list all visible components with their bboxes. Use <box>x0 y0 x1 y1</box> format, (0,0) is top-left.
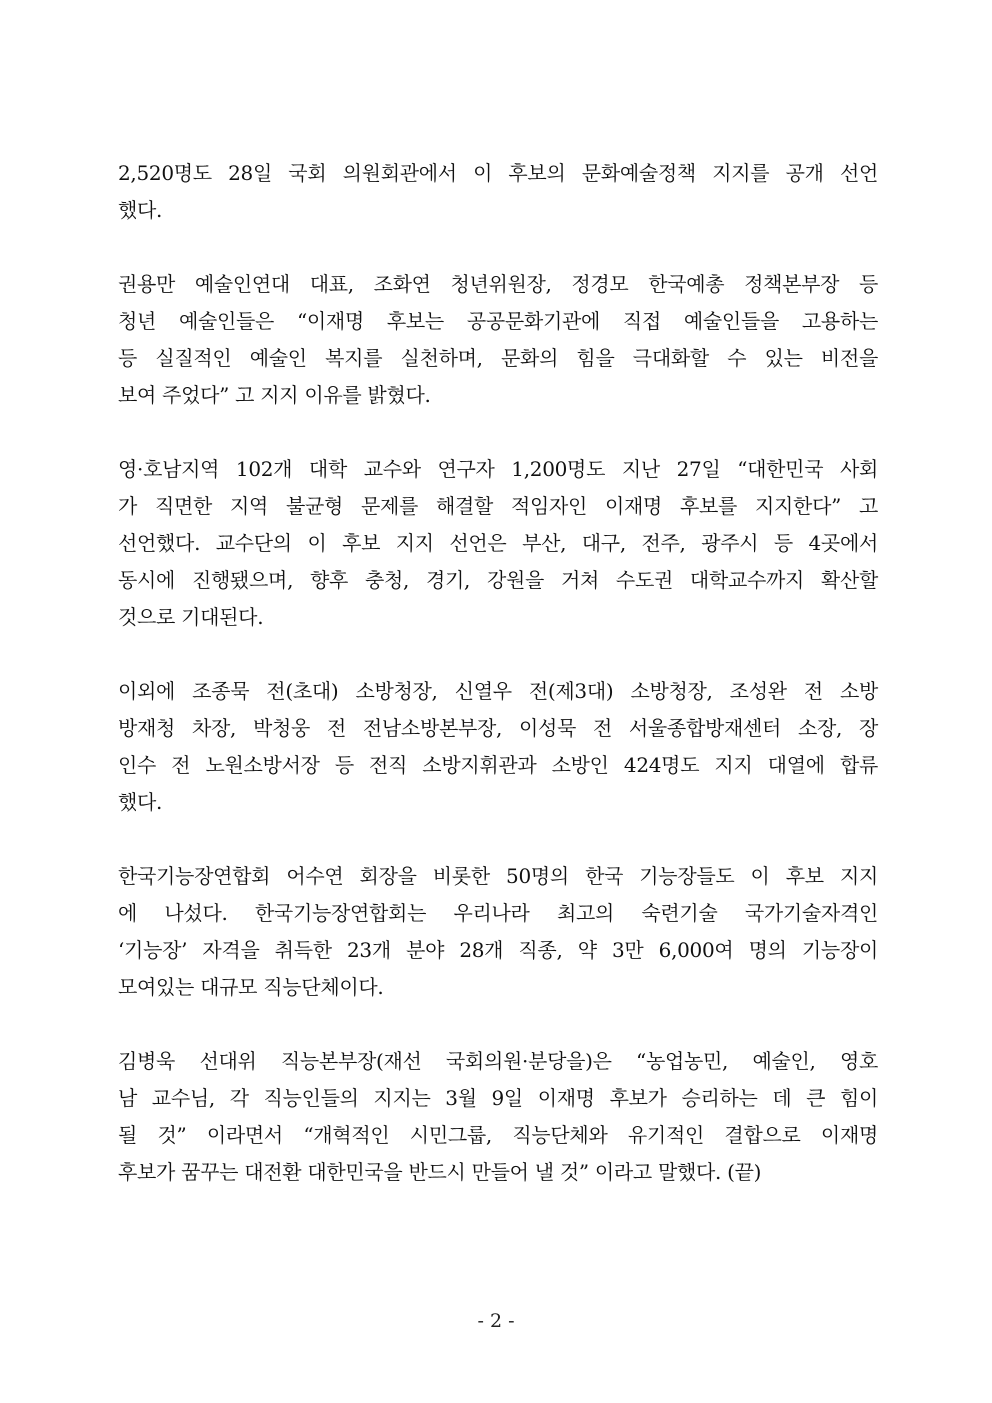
paragraph-4 <box>118 673 878 821</box>
text-line: ‘기능장’ 자격을 취득한 23개 분야 28개 직종, 약 3만 6,000여 명의 기능장이 <box>118 938 878 962</box>
text-line: 했다. <box>118 790 163 814</box>
text-line: 청년 예술인들은 “이재명 후보는 공공문화기관에 직접 예술인들을 고용하는 <box>118 309 878 333</box>
paragraph-6 <box>118 1043 878 1191</box>
text-line: 방재청 차장, 박청웅 전 전남소방본부장, 이성묵 전 서울종합방재센터 소장, 장 <box>118 716 878 740</box>
text-line: 권용만 예술인연대 대표, 조화연 청년위원장, 정경모 한국예총 정책본부장 등 <box>118 272 878 296</box>
text-line: 한국기능장연합회 어수연 회장을 비롯한 50명의 한국 기능장들도 이 후보 지지 <box>118 864 878 888</box>
paragraph-3 <box>118 451 878 636</box>
text-line: 이외에 조종묵 전(초대) 소방청장, 신열우 전(제3대) 소방청장, 조성완 전 소방 <box>118 679 878 703</box>
text-line: 보여 주었다” 고 지지 이유를 밝혔다. <box>118 383 431 407</box>
text-line: 인수 전 노원소방서장 등 전직 소방지휘관과 소방인 424명도 지지 대열에 합류 <box>118 753 878 777</box>
text-line: 동시에 진행됐으며, 향후 충청, 경기, 강원을 거쳐 수도권 대학교수까지 확산할 <box>118 568 878 592</box>
text-line: 에 나섰다. 한국기능장연합회는 우리나라 최고의 숙련기술 국가기술자격인 <box>118 901 878 925</box>
text-line: 등 실질적인 예술인 복지를 실천하며, 문화의 힘을 극대화할 수 있는 비전을 <box>118 346 878 370</box>
paragraph-1 <box>118 155 878 229</box>
text-line: 남 교수님, 각 직능인들의 지지는 3월 9일 이재명 후보가 승리하는 데 큰 힘이 <box>118 1086 878 1110</box>
paragraph-5 <box>118 858 878 1006</box>
paragraph-2 <box>118 266 878 414</box>
text-line: 가 직면한 지역 불균형 문제를 해결할 적임자인 이재명 후보를 지지한다” 고 <box>118 494 878 518</box>
text-line: 김병욱 선대위 직능본부장(재선 국회의원·분당을)은 “농업농민, 예술인, 영호 <box>118 1049 878 1073</box>
text-line: 했다. <box>118 198 163 222</box>
text-line: 선언했다. 교수단의 이 후보 지지 선언은 부산, 대구, 전주, 광주시 등 4곳에서 <box>118 531 878 555</box>
text-line: 후보가 꿈꾸는 대전환 대한민국을 반드시 만들어 낼 것” 이라고 말했다. (끝) <box>118 1160 762 1184</box>
text-line: 영·호남지역 102개 대학 교수와 연구자 1,200명도 지난 27일 “대한민국 사회 <box>118 457 878 481</box>
page-number: - 2 - <box>477 1310 515 1332</box>
text-line: 될 것” 이라면서 “개혁적인 시민그룹, 직능단체와 유기적인 결합으로 이재명 <box>118 1123 878 1147</box>
text-line: 2,520명도 28일 국회 의원회관에서 이 후보의 문화예술정책 지지를 공개 선언 <box>118 161 878 185</box>
document-body <box>118 155 878 1228</box>
text-line: 것으로 기대된다. <box>118 605 264 629</box>
text-line: 모여있는 대규모 직능단체이다. <box>118 975 384 999</box>
